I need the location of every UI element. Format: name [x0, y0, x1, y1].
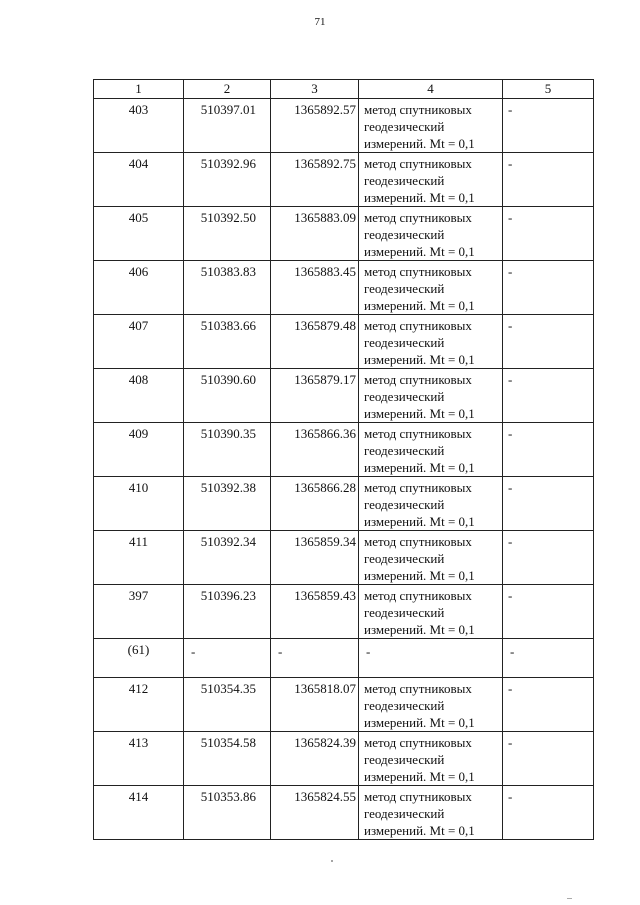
- method-line: метод спутниковых: [364, 681, 472, 696]
- x-coordinate-cell: 510392.34: [184, 531, 271, 585]
- y-coordinate-cell: 1365892.57: [271, 99, 359, 153]
- column-header: 1: [94, 80, 184, 99]
- point-number-cell: 408: [94, 369, 184, 423]
- x-coordinate-cell: 510353.86: [184, 786, 271, 840]
- coordinates-table: [93, 79, 594, 840]
- method-line: геодезический: [364, 227, 445, 242]
- y-coordinate-cell: 1365824.39: [271, 732, 359, 786]
- y-coordinate-cell: 1365879.48: [271, 315, 359, 369]
- method-cell: [359, 786, 503, 840]
- point-number-cell: 404: [94, 153, 184, 207]
- table-row: [94, 786, 594, 840]
- table-row: [94, 678, 594, 732]
- point-number-cell: 412: [94, 678, 184, 732]
- note-cell: -: [503, 678, 594, 732]
- method-line: геодезический: [364, 752, 445, 767]
- table-row: [94, 477, 594, 531]
- method-line: измерений. Mt = 0,1: [364, 298, 475, 313]
- method-cell: [359, 639, 503, 678]
- method-line: метод спутниковых: [364, 735, 472, 750]
- y-coordinate-cell: 1365883.45: [271, 261, 359, 315]
- method-cell: [359, 678, 503, 732]
- note-cell: -: [503, 477, 594, 531]
- method-cell: [359, 153, 503, 207]
- table-row: [94, 531, 594, 585]
- point-number-cell: 413: [94, 732, 184, 786]
- y-coordinate-cell: 1365866.28: [271, 477, 359, 531]
- point-number-cell: 411: [94, 531, 184, 585]
- y-coordinate-cell: 1365824.55: [271, 786, 359, 840]
- scan-mark: [331, 860, 333, 862]
- x-coordinate-cell: 510390.60: [184, 369, 271, 423]
- method-cell: [359, 477, 503, 531]
- x-coordinate-cell: 510390.35: [184, 423, 271, 477]
- note-cell: -: [503, 531, 594, 585]
- note-cell: -: [503, 369, 594, 423]
- note-cell: -: [503, 786, 594, 840]
- note-cell: -: [503, 423, 594, 477]
- method-line: метод спутниковых: [364, 789, 472, 804]
- method-line: геодезический: [364, 443, 445, 458]
- y-coordinate-cell: 1365818.07: [271, 678, 359, 732]
- x-coordinate-cell: 510354.35: [184, 678, 271, 732]
- method-line: метод спутниковых: [364, 372, 472, 387]
- method-cell: [359, 423, 503, 477]
- method-line: геодезический: [364, 698, 445, 713]
- y-coordinate-cell: 1365883.09: [271, 207, 359, 261]
- y-coordinate-cell: -: [271, 639, 359, 678]
- method-cell: [359, 369, 503, 423]
- table-row: [94, 369, 594, 423]
- method-cell: [359, 207, 503, 261]
- method-line: измерений. Mt = 0,1: [364, 190, 475, 205]
- method-line: метод спутниковых: [364, 318, 472, 333]
- column-header: 5: [503, 80, 594, 99]
- x-coordinate-cell: 510383.83: [184, 261, 271, 315]
- table-row: [94, 315, 594, 369]
- method-line: измерений. Mt = 0,1: [364, 514, 475, 529]
- x-coordinate-cell: 510397.01: [184, 99, 271, 153]
- point-number-cell: 406: [94, 261, 184, 315]
- column-header: 3: [271, 80, 359, 99]
- point-number-cell: 410: [94, 477, 184, 531]
- method-line: измерений. Mt = 0,1: [364, 769, 475, 784]
- method-cell: [359, 732, 503, 786]
- point-number-cell: 414: [94, 786, 184, 840]
- point-number-cell: 409: [94, 423, 184, 477]
- method-line: метод спутниковых: [364, 534, 472, 549]
- method-line: -: [366, 644, 371, 659]
- method-line: метод спутниковых: [364, 102, 472, 117]
- method-line: метод спутниковых: [364, 156, 472, 171]
- method-line: измерений. Mt = 0,1: [364, 352, 475, 367]
- column-header: 4: [359, 80, 503, 99]
- method-line: измерений. Mt = 0,1: [364, 568, 475, 583]
- method-line: метод спутниковых: [364, 588, 472, 603]
- method-line: метод спутниковых: [364, 480, 472, 495]
- point-number-cell: 403: [94, 99, 184, 153]
- x-coordinate-cell: 510392.96: [184, 153, 271, 207]
- method-line: измерений. Mt = 0,1: [364, 622, 475, 637]
- method-line: измерений. Mt = 0,1: [364, 136, 475, 151]
- point-number-cell: 397: [94, 585, 184, 639]
- x-coordinate-cell: 510392.38: [184, 477, 271, 531]
- table-row: [94, 732, 594, 786]
- note-cell: -: [503, 207, 594, 261]
- method-line: геодезический: [364, 335, 445, 350]
- table-row: [94, 99, 594, 153]
- y-coordinate-cell: 1365866.36: [271, 423, 359, 477]
- y-coordinate-cell: 1365859.34: [271, 531, 359, 585]
- method-line: геодезический: [364, 497, 445, 512]
- note-cell: -: [503, 315, 594, 369]
- x-coordinate-cell: 510383.66: [184, 315, 271, 369]
- method-cell: [359, 261, 503, 315]
- note-cell: -: [503, 585, 594, 639]
- note-cell: -: [503, 153, 594, 207]
- table-header-row: [94, 80, 594, 99]
- y-coordinate-cell: 1365892.75: [271, 153, 359, 207]
- page-number: 71: [314, 16, 326, 28]
- method-line: измерений. Mt = 0,1: [364, 460, 475, 475]
- method-line: геодезический: [364, 281, 445, 296]
- note-cell: -: [503, 639, 594, 678]
- method-line: метод спутниковых: [364, 264, 472, 279]
- note-cell: -: [503, 99, 594, 153]
- column-header: 2: [184, 80, 271, 99]
- method-cell: [359, 315, 503, 369]
- method-line: метод спутниковых: [364, 210, 472, 225]
- table-row: [94, 153, 594, 207]
- method-line: измерений. Mt = 0,1: [364, 823, 475, 838]
- method-line: геодезический: [364, 806, 445, 821]
- point-number-cell: (61): [94, 639, 184, 678]
- method-line: геодезический: [364, 119, 445, 134]
- method-cell: [359, 531, 503, 585]
- table-row: [94, 207, 594, 261]
- x-coordinate-cell: -: [184, 639, 271, 678]
- scan-mark: [567, 898, 572, 899]
- table-body: [94, 99, 594, 840]
- method-line: метод спутниковых: [364, 426, 472, 441]
- note-cell: -: [503, 261, 594, 315]
- table-row: [94, 585, 594, 639]
- x-coordinate-cell: 510392.50: [184, 207, 271, 261]
- method-cell: [359, 99, 503, 153]
- method-cell: [359, 585, 503, 639]
- x-coordinate-cell: 510396.23: [184, 585, 271, 639]
- method-line: геодезический: [364, 551, 445, 566]
- table-row-separator: [94, 639, 594, 678]
- point-number-cell: 407: [94, 315, 184, 369]
- table-row: [94, 423, 594, 477]
- y-coordinate-cell: 1365859.43: [271, 585, 359, 639]
- point-number-cell: 405: [94, 207, 184, 261]
- note-cell: -: [503, 732, 594, 786]
- method-line: геодезический: [364, 173, 445, 188]
- method-line: измерений. Mt = 0,1: [364, 406, 475, 421]
- method-line: измерений. Mt = 0,1: [364, 715, 475, 730]
- table-row: [94, 261, 594, 315]
- x-coordinate-cell: 510354.58: [184, 732, 271, 786]
- y-coordinate-cell: 1365879.17: [271, 369, 359, 423]
- method-line: геодезический: [364, 389, 445, 404]
- method-line: измерений. Mt = 0,1: [364, 244, 475, 259]
- method-line: геодезический: [364, 605, 445, 620]
